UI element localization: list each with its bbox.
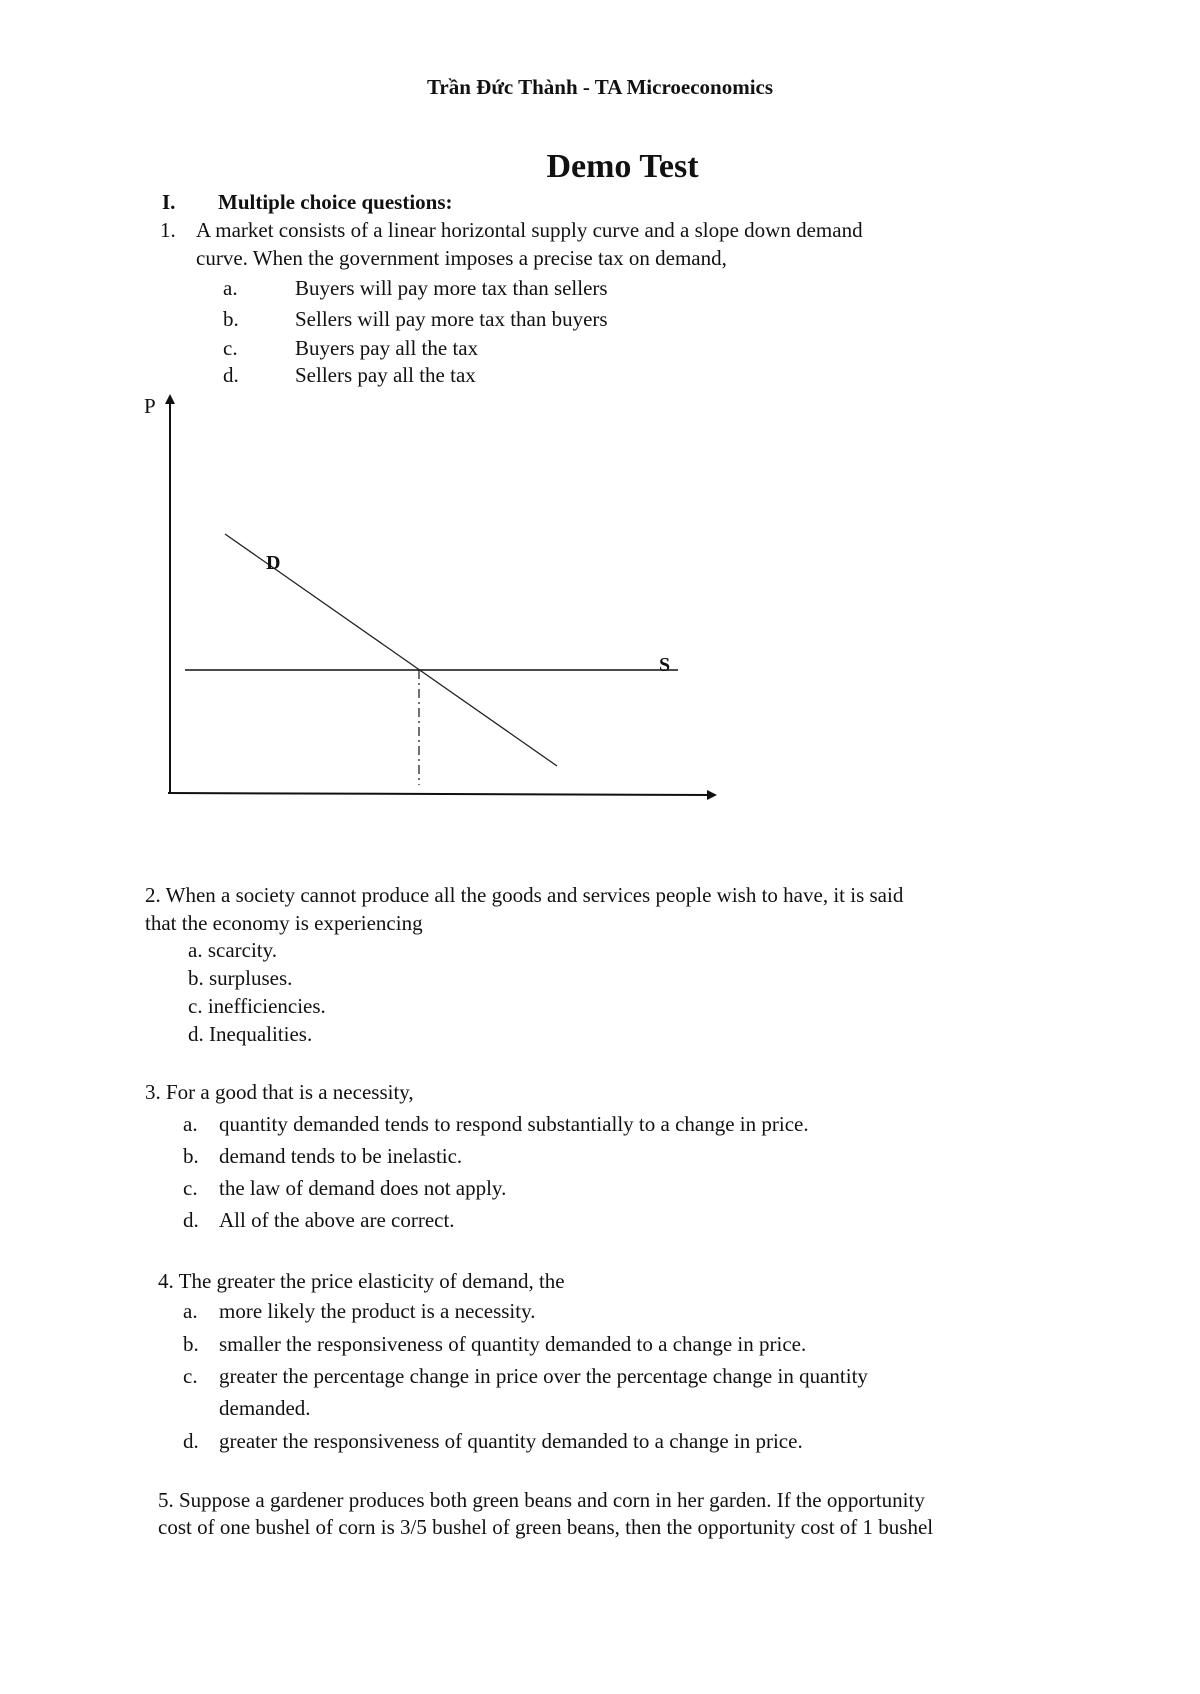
q3-option-b-letter: b. — [183, 1144, 199, 1168]
q4-option-d-text: greater the responsiveness of quantity demanded to a change in price. — [219, 1429, 803, 1453]
q3-option-c-letter: c. — [183, 1176, 198, 1200]
q1-stem-line-1: A market consists of a linear horizontal supply curve and a slope down demand — [196, 218, 863, 242]
q2-option-a: a. scarcity. — [188, 938, 278, 962]
q1-option-c-letter: c. — [223, 336, 238, 360]
q1-option-b-letter: b. — [223, 307, 239, 331]
q4-option-d-letter: d. — [183, 1429, 199, 1453]
q3-option-a-text: quantity demanded tends to respond substantially to a change in price. — [219, 1112, 809, 1136]
q4-stem: 4. The greater the price elasticity of demand, the — [158, 1269, 565, 1293]
q1-option-a-text: Buyers will pay more tax than sellers — [295, 276, 608, 300]
q2-stem-line-2: that the economy is experiencing — [145, 911, 423, 935]
q3-option-c-text: the law of demand does not apply. — [219, 1176, 507, 1200]
q4-option-b-text: smaller the responsiveness of quantity demanded to a change in price. — [219, 1332, 807, 1356]
q2-stem-line-1: 2. When a society cannot produce all the goods and services people wish to have, it is said — [145, 883, 904, 907]
section-title: Multiple choice questions: — [218, 190, 453, 214]
q4-option-a-text: more likely the product is a necessity. — [219, 1299, 536, 1323]
page-header: Trần Đức Thành - TA Microeconomics — [426, 75, 774, 99]
q1-stem-line-2: curve. When the government imposes a precise tax on demand, — [196, 246, 727, 270]
q1-option-a-letter: a. — [223, 276, 238, 300]
page-title: Demo Test — [546, 148, 699, 185]
q1-number: 1. — [160, 218, 176, 242]
demand-label: D — [266, 552, 281, 574]
q1-option-b-text: Sellers will pay more tax than buyers — [295, 307, 608, 331]
q1-option-d-letter: d. — [223, 363, 239, 387]
q2-option-b: b. surpluses. — [188, 966, 293, 990]
section-number: I. — [162, 190, 176, 214]
q4-option-a-letter: a. — [183, 1299, 198, 1323]
q4-option-b-letter: b. — [183, 1332, 199, 1356]
q4-option-c-continuation: demanded. — [219, 1396, 311, 1420]
x-axis — [168, 793, 712, 795]
q3-stem: 3. For a good that is a necessity, — [145, 1080, 414, 1104]
supply-label: S — [659, 654, 671, 676]
q3-option-d-letter: d. — [183, 1208, 199, 1232]
y-axis-label: P — [144, 394, 156, 418]
q5-stem-line-2: cost of one bushel of corn is 3/5 bushel of green beans, then the opportunity cost of 1 bushel — [158, 1515, 934, 1539]
q2-option-c: c. inefficiencies. — [188, 994, 326, 1018]
q1-option-c-text: Buyers pay all the tax — [295, 336, 479, 360]
q1-option-d-text: Sellers pay all the tax — [295, 363, 476, 387]
q3-option-a-letter: a. — [183, 1112, 198, 1136]
q3-option-b-text: demand tends to be inelastic. — [219, 1144, 463, 1168]
q4-option-c-letter: c. — [183, 1364, 198, 1388]
q4-option-c-text: greater the percentage change in price over the percentage change in quantity — [219, 1364, 868, 1388]
q3-option-d-text: All of the above are correct. — [219, 1208, 455, 1232]
q2-option-d: d. Inequalities. — [188, 1022, 313, 1046]
q5-stem-line-1: 5. Suppose a gardener produces both green beans and corn in her garden. If the opportunity — [158, 1488, 925, 1512]
